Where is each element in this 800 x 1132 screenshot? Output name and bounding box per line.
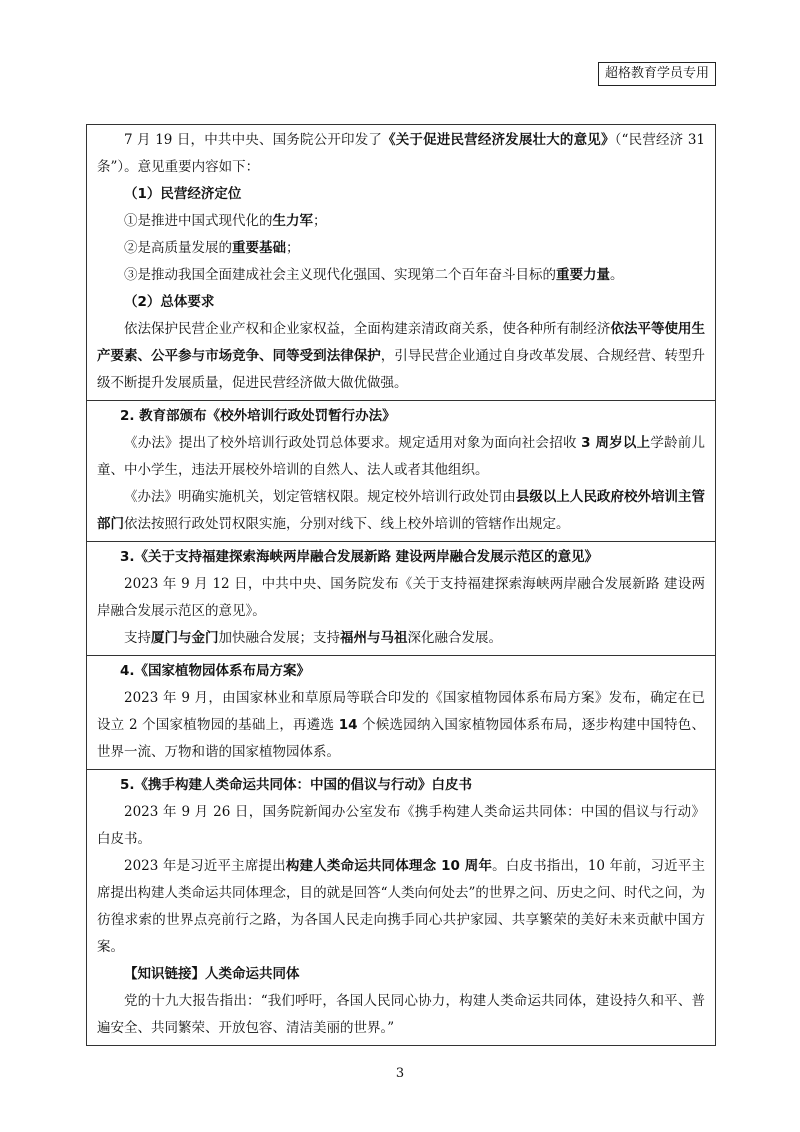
section-title: 3.《关于支持福建探索海峡两岸融合发展新路 建设两岸融合发展示范区的意见》 bbox=[119, 549, 599, 565]
list-item: ①是推进中国式现代化的生力军； bbox=[124, 213, 327, 229]
section-botanical-garden bbox=[87, 655, 715, 769]
subheading: （2）总体要求 bbox=[124, 294, 215, 310]
paragraph: 《办法》明确实施机关，划定管辖权限。规定校外培训行政处罚由县级以上人民政府校外培训主管部门依法按照行政处罚权限实施，分别对线下、线上校外培训的管辖作出规定。 bbox=[97, 489, 706, 532]
section-private-economy bbox=[87, 125, 715, 400]
text: （“民营经济 31 条”）。意见重要内容如下： bbox=[97, 132, 706, 175]
list-item: ③是推动我国全面建成社会主义现代化强国、实现第二个百年奋斗目标的重要力量。 bbox=[124, 267, 624, 283]
document-table bbox=[86, 124, 716, 1046]
page-number: 3 bbox=[395, 1066, 405, 1081]
paragraph: 党的十九大报告指出：“我们呼吁，各国人民同心协力，构建人类命运共同体，建设持久和平、普遍安全、共同繁荣、开放包容、清洁美丽的世界。” bbox=[97, 993, 705, 1036]
knowledge-link-title: 【知识链接】人类命运共同体 bbox=[124, 966, 300, 982]
section-title: 5.《携手构建人类命运共同体：中国的倡议与行动》白皮书 bbox=[119, 777, 472, 793]
section-community-shared-future bbox=[87, 769, 715, 1045]
paragraph: 依法保护民营企业产权和企业家权益，全面构建亲清政商关系，使各种所有制经济依法平等使用生产要素、公平参与市场竞争、同等受到法律保护，引导民营企业通过自身改革发展、合规经营、转型升级不断提升发展质量，促进民营经济做大做优做强。 bbox=[97, 321, 706, 391]
paragraph: 《办法》提出了校外培训行政处罚总体要求。规定适用对象为面向社会招收 3 周岁以上学龄前儿童、中小学生，违法开展校外培训的自然人、法人或者其他组织。 bbox=[97, 435, 706, 478]
text: 7 月 19 日，中共中央、国务院公开印发了 bbox=[124, 132, 383, 148]
section-fujian bbox=[87, 541, 715, 655]
section-title: 4.《国家植物园体系布局方案》 bbox=[119, 663, 310, 679]
section-title: 2. 教育部颁布《校外培训行政处罚暂行办法》 bbox=[119, 408, 396, 424]
paragraph: 支持厦门与金门加快融合发展；支持福州与马祖深化融合发展。 bbox=[124, 630, 502, 646]
paragraph: 2023 年是习近平主席提出构建人类命运共同体理念 10 周年。白皮书指出，10 年前，习近平主席提出构建人类命运共同体理念，目的就是回答“人类向何处去”的世界之问、历史之问、时代之问，为彷徨求索的世界点亮前行之路，为各国人民走向携手同心共护家园、共享繁荣的美好未来贡献中国方案。 bbox=[97, 858, 705, 955]
subheading: （1）民营经济定位 bbox=[124, 186, 242, 202]
section-offcampus-training bbox=[87, 400, 715, 541]
paragraph bbox=[97, 127, 705, 181]
list-item: ②是高质量发展的重要基础； bbox=[124, 240, 300, 256]
paragraph: 2023 年 9 月 26 日，国务院新闻办公室发布《携手构建人类命运共同体：中国的倡议与行动》白皮书。 bbox=[97, 804, 705, 847]
paragraph: 2023 年 9 月 12 日，中共中央、国务院发布《关于支持福建探索海峡两岸融合发展新路 建设两岸融合发展示范区的意见》。 bbox=[97, 576, 705, 619]
paragraph: 2023 年 9 月，由国家林业和草原局等联合印发的《国家植物园体系布局方案》发布，确定在已设立 2 个国家植物园的基础上，再遴选 14 个候选园纳入国家植物园体系布局，逐步构建中国特色、世界一流、万物和谐的国家植物园体系。 bbox=[97, 690, 705, 760]
bold-text: 《关于促进民营经济发展壮大的意见》 bbox=[382, 132, 615, 148]
header-tag: 超格教育学员专用 bbox=[598, 62, 716, 86]
